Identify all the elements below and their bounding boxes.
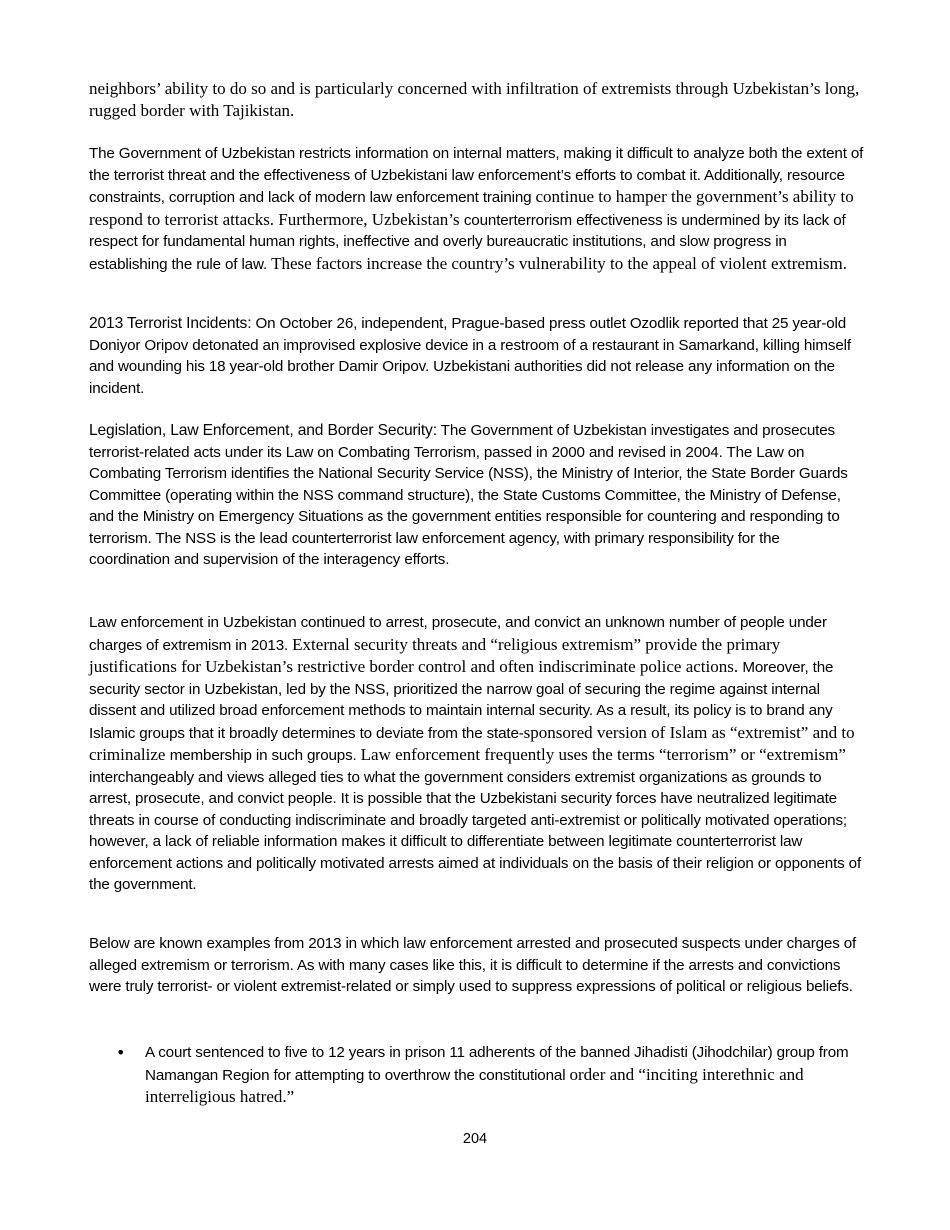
paragraph-text-segment: Law enforcement frequently uses the terms “terrorism” or “extremism” bbox=[360, 745, 846, 764]
paragraph-terrorist-incidents bbox=[89, 313, 864, 399]
paragraph-text-segment: These factors increase the country’s vulnerability to the appeal of violent extremism. bbox=[271, 253, 848, 273]
bullet-icon: • bbox=[116, 1043, 126, 1062]
paragraph-text-segment: Law enforcement in Uzbekistan continued to arrest, prosecute, and convict an unknown number of people under charges of extremism in 2013. bbox=[89, 614, 827, 654]
paragraph-text-segment: interchangeably and views alleged ties to what the government considers extremist organizations as grounds to arrest, prosecute, and convict people. It is possible that the Uzbekistani security forces have neutralized legitimate threats in course of conducting indiscriminate and broadly targeted anti-extremist or politically motivated operations; however, a lack of reliable information makes it difficult to differentiate between legitimate counterterrorist law enforcement actions and politically motivated arrests aimed at individuals on the basis of their religion or opponents of the government. bbox=[89, 768, 862, 893]
examples-bullet-list bbox=[89, 1042, 864, 1109]
paragraph-text-segment: sponsored version of Islam as “extremist” and to criminalize bbox=[89, 722, 855, 764]
paragraph-text-segment: counterterrorism effectiveness is undermined by its lack of respect for fundamental human rights, ineffective and overly bureaucratic institutions, and slow progress in establishing the rule of law. bbox=[89, 211, 846, 273]
paragraph-text: On October 26, independent, Prague-based press outlet Ozodlik reported that 25 year-old Doniyor Oripov detonated an improvised explosive device in a restroom of a restaurant in Samarkand, killing himself and wounding his 18 year-old brother Damir Oripov. Uzbekistani authorities did not release any information on the incident. bbox=[89, 315, 851, 397]
paragraph-text: neighbors’ ability to do so and is particularly concerned with infiltration of extremists through Uzbekistan’s long, rugged border with Tajikistan. bbox=[89, 79, 860, 120]
list-item bbox=[89, 1042, 864, 1109]
paragraph-information-restrictions bbox=[89, 143, 864, 275]
paragraph-text-segment: The Government of Uzbekistan restricts information on internal matters, making it difficult to analyze both the extent of the terrorist threat and the effectiveness of Uzbekistani law enforcement’s efforts to combat it. Additionally, resource constraints, corruption and lack of modern law enforcement training bbox=[89, 145, 864, 206]
list-item-text-segment: A court sentenced to five to 12 years in prison 11 adherents of the banned Jihadisti (Jihodchilar) group from Namangan Region for attempting to overthrow the constitutional bbox=[145, 1044, 849, 1084]
paragraph-law-enforcement bbox=[89, 612, 864, 896]
section-heading-terrorist-incidents: 2013 Terrorist Incidents: bbox=[89, 315, 252, 332]
paragraph-text: Below are known examples from 2013 in which law enforcement arrested and prosecuted suspects under charges of alleged extremism or terrorism. As with many cases like this, it is difficult to determine if the arrests and convictions were truly terrorist- or violent extremist-related or simply used to suppress expressions of political or religious beliefs. bbox=[89, 935, 857, 995]
paragraph-text: The Government of Uzbekistan investigates and prosecutes terrorist-related acts under its Law on Combating Terrorism, passed in 2000 and revised in 2004. The Law on Combating Terrorism identifies the National Security Service (NSS), the Ministry of Interior, the State Border Guards Committee (operating within the NSS command structure), the State Customs Committee, the Ministry of Defense, and the Ministry on Emergency Situations as the government entities responsible for countering and responding to terrorism. The NSS is the lead counterterrorist law enforcement agency, with primary responsibility for the coordination and supervision of the interagency efforts. bbox=[89, 422, 848, 568]
paragraph-legislation bbox=[89, 420, 864, 571]
paragraph-text-segment: membership in such groups. bbox=[169, 747, 361, 764]
section-heading-legislation: Legislation, Law Enforcement, and Border Security: bbox=[89, 422, 437, 439]
paragraph-border-concerns bbox=[89, 78, 864, 121]
page-number: 204 bbox=[462, 1131, 488, 1147]
list-item-text-segment: order and “inciting interethnic and interreligious hatred.” bbox=[145, 1064, 804, 1106]
paragraph-known-examples bbox=[89, 933, 864, 998]
paragraph-text-segment: External security threats and “religious extremism” provide the primary justifications for Uzbekistan’s restrictive border control and often indiscriminate police actions. bbox=[89, 634, 781, 676]
paragraph-text-segment: Moreover, the security sector in Uzbekistan, led by the NSS, prioritized the narrow goal of securing the regime against internal dissent and utilized broad enforcement methods to maintain internal security. As a result, its policy is to brand any Islamic groups that it broadly determines to deviate from the state- bbox=[89, 659, 834, 742]
paragraph-text-segment: continue to hamper the government’s ability to respond to terrorist attacks. Furthermore, Uzbekistan’s bbox=[89, 187, 854, 229]
